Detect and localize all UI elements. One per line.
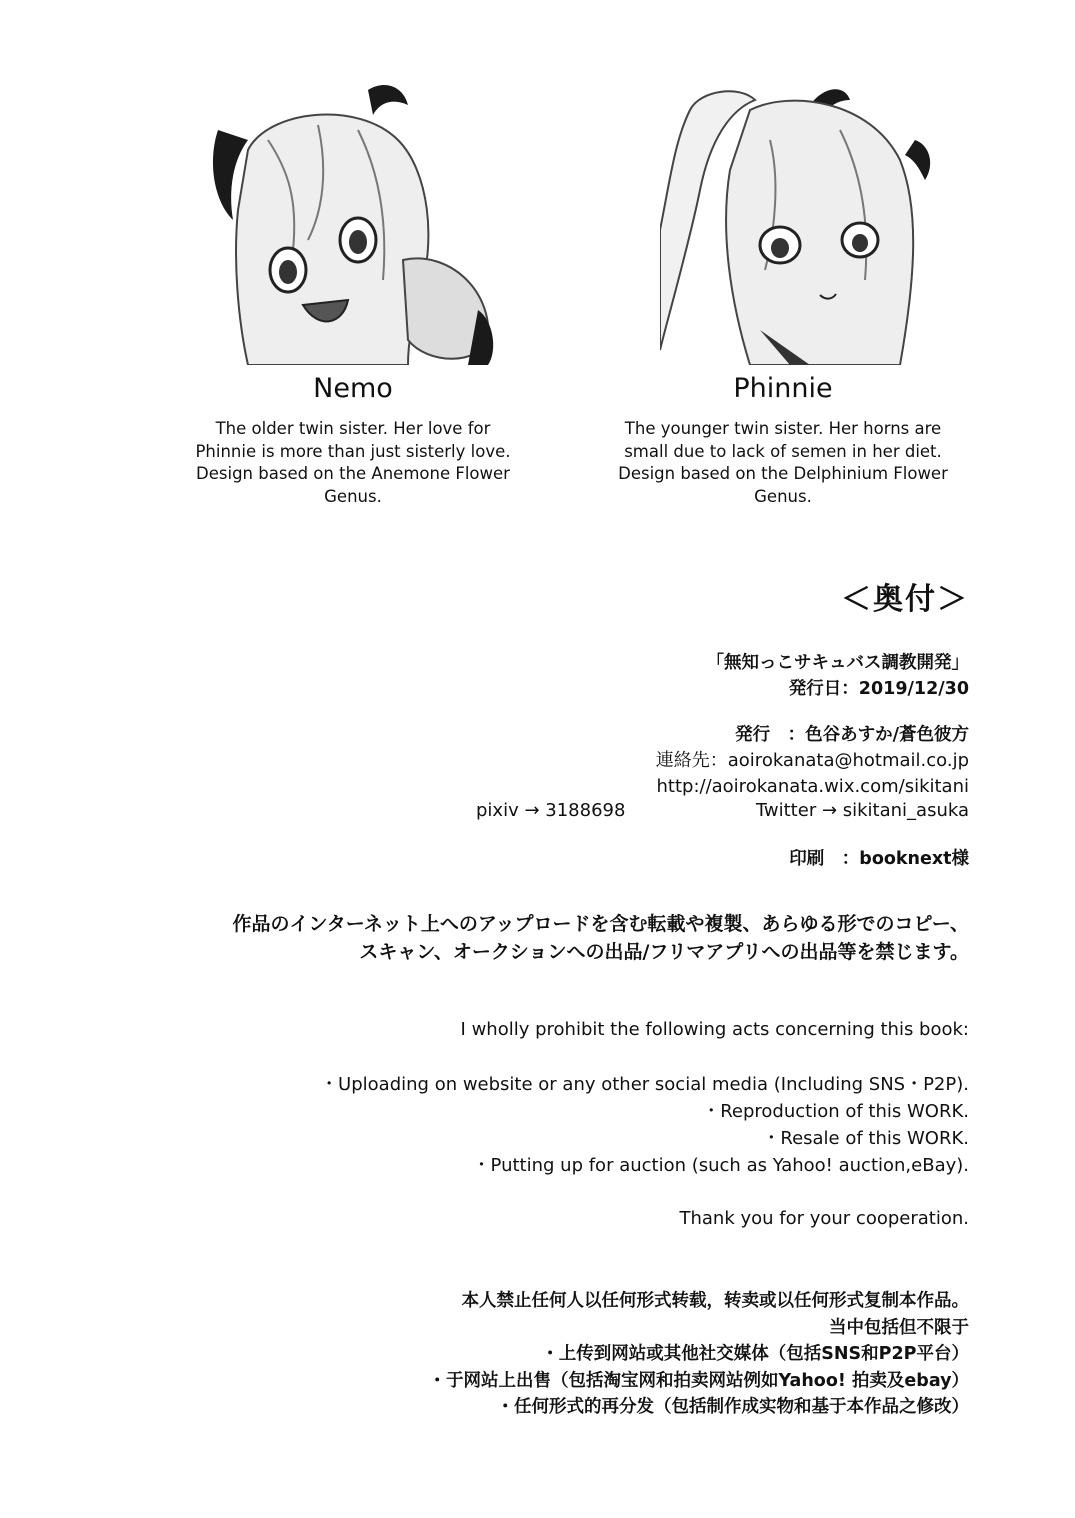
nemo-illustration	[208, 80, 498, 365]
phinnie-illustration	[660, 80, 950, 365]
notice-cn	[428, 1288, 969, 1421]
notice-jp-line: スキャン、オークションへの出品/フリマアプリへの出品等を禁じます。	[359, 941, 969, 963]
colophon-book-info	[707, 650, 970, 702]
phinnie-portrait	[660, 80, 950, 365]
colophon-contact-info	[656, 722, 969, 800]
nemo-description	[173, 418, 533, 508]
notice-cn-line: 当中包括但不限于	[829, 1317, 969, 1338]
notice-cn-line: ・任何形式的再分发（包括制作成实物和基于本作品之修改）	[496, 1397, 969, 1417]
phinnie-description-line: Genus.	[754, 486, 812, 506]
twitter-handle: Twitter → sikitani_asuka	[755, 800, 969, 821]
contact-email: 連絡先：aoirokanata@hotmail.co.jp	[655, 750, 969, 771]
notice-en-item: ・Reproduction of this WORK.	[702, 1101, 969, 1122]
phinnie-description	[603, 418, 963, 508]
phinnie-description-line: small due to lack of semen in her diet.	[624, 441, 942, 461]
phinnie-name: Phinnie	[733, 373, 833, 404]
publish-date: 発行日：2019/12/30	[788, 679, 969, 699]
notice-cn-line: 本人禁止任何人以任何形式转载，转卖或以任何形式复制本作品。	[461, 1291, 969, 1311]
book-title: 「無知っこサキュバス調教開発」	[706, 653, 969, 673]
website-url: http://aoirokanata.wix.com/sikitani	[656, 776, 969, 797]
nemo-portrait	[208, 80, 498, 365]
printer: 印刷 ：booknext様	[789, 849, 969, 869]
nemo-name: Nemo	[313, 373, 393, 404]
phinnie-description-line: The younger twin sister. Her horns are	[624, 419, 942, 438]
notice-en-list	[320, 1071, 969, 1179]
nemo-description-line: Design based on the Anemone Flower	[196, 464, 510, 483]
notice-cn-line: ・于网站上出售（包括淘宝网和拍卖网站例如Yahoo! 拍卖及ebay）	[428, 1370, 969, 1391]
nemo-description-line: Genus.	[324, 486, 382, 506]
notice-en-item: ・Putting up for auction (such as Yahoo! auction,eBay).	[472, 1155, 969, 1176]
phinnie-description-line: Design based on the Delphinium Flower	[618, 464, 948, 483]
nemo-description-line: Phinnie is more than just sisterly love.	[195, 441, 511, 461]
nemo-description-line: The older twin sister. Her love for	[215, 419, 491, 438]
notice-jp-line: 作品のインターネット上へのアップロードを含む転載や複製、あらゆる形でのコピー、	[232, 913, 969, 935]
notice-jp	[233, 910, 969, 966]
notice-en-item: ・Uploading on website or any other social media (Including SNS・P2P).	[320, 1074, 969, 1095]
notice-en-thanks: Thank you for your cooperation.	[679, 1208, 969, 1229]
notice-en-item: ・Resale of this WORK.	[762, 1128, 969, 1149]
notice-cn-line: ・上传到网站或其他社交媒体（包括SNS和P2P平台）	[541, 1344, 969, 1364]
pixiv-id: pixiv → 3188698	[476, 800, 626, 821]
publisher: 発行 ：色谷あすか/蒼色彼方	[735, 725, 969, 745]
colophon-title: ＜奥付＞	[841, 582, 969, 617]
notice-en-heading: I wholly prohibit the following acts concerning this book:	[460, 1019, 969, 1040]
social-row	[476, 800, 969, 826]
